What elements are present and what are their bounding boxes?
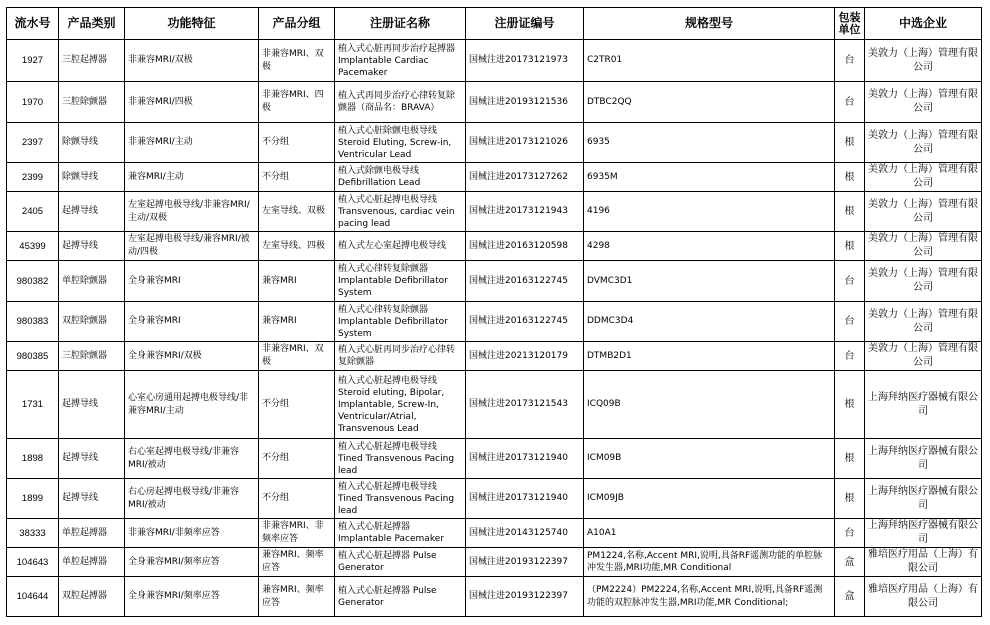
cell-features: 兼容MRI/主动 [125, 163, 259, 192]
cell-model-spec: 6935 [584, 123, 835, 163]
cell-product-category: 除颤导线 [59, 163, 125, 192]
cell-serial-no: 104644 [7, 577, 59, 617]
cell-registration-number: 国械注进20173121940 [466, 439, 584, 479]
cell-package-unit: 台 [835, 342, 865, 371]
cell-model-spec: （PM2224）PM2224,名称,Accent MRI,说明,具备RF遥测功能的双腔脉冲发生器,MRI功能,MR Conditional; [584, 577, 835, 617]
cell-features: 全身兼容MRI [125, 302, 259, 342]
table-row [7, 371, 982, 439]
cell-registration-number: 国械注进20173121940 [466, 479, 584, 519]
table-row [7, 163, 982, 192]
cell-registration-name: 植入式心脏起搏电极导线 Tined Transvenous Pacing lead [335, 439, 466, 479]
cell-selected-company: 上海拜纳医疗器械有限公司 [865, 371, 982, 439]
cell-selected-company: 上海拜纳医疗器械有限公司 [865, 479, 982, 519]
header-product-group: 产品分组 [259, 8, 335, 40]
header-registration-number: 注册证编号 [466, 8, 584, 40]
cell-selected-company: 美敦力（上海）管理有限公司 [865, 40, 982, 82]
header-registration-name: 注册证名称 [335, 8, 466, 40]
cell-model-spec: 6935M [584, 163, 835, 192]
cell-model-spec: ICM09JB [584, 479, 835, 519]
cell-registration-name: 植入式心脏起搏器 Pulse Generator [335, 548, 466, 577]
cell-registration-number: 国械注进20173121026 [466, 123, 584, 163]
cell-serial-no: 980383 [7, 302, 59, 342]
table-row [7, 261, 982, 302]
header-selected-company: 中选企业 [865, 8, 982, 40]
cell-registration-number: 国械注进20173121943 [466, 192, 584, 232]
cell-product-category: 三腔除颤器 [59, 82, 125, 123]
cell-selected-company: 美敦力（上海）管理有限公司 [865, 232, 982, 261]
cell-serial-no: 2397 [7, 123, 59, 163]
cell-product-category: 三腔除颤器 [59, 342, 125, 371]
table-row [7, 232, 982, 261]
cell-product-category: 起搏导线 [59, 232, 125, 261]
table-row [7, 302, 982, 342]
cell-features: 右心房起搏电极导线/非兼容MRI/被动 [125, 479, 259, 519]
cell-product-category: 三腔起搏器 [59, 40, 125, 82]
cell-features: 非兼容MRI/主动 [125, 123, 259, 163]
cell-serial-no: 1970 [7, 82, 59, 123]
cell-features: 左室起搏电极导线/非兼容MRI/主动/双极 [125, 192, 259, 232]
cell-model-spec: PM1224,名称,Accent MRI,说明,具备RF遥测功能的单腔脉冲发生器,MRI功能,MR Conditional [584, 548, 835, 577]
table-row [7, 439, 982, 479]
cell-product-category: 起搏导线 [59, 479, 125, 519]
cell-features: 全身兼容MRI/频率应答 [125, 577, 259, 617]
table-row [7, 548, 982, 577]
cell-registration-name: 植入式心脏起搏电极导线 Tined Transvenous Pacing lead [335, 479, 466, 519]
header-features: 功能特征 [125, 8, 259, 40]
cell-features: 全身兼容MRI/双极 [125, 342, 259, 371]
cell-registration-name: 植入式心脏起搏电极导线 Steroid eluting, Bipolar, Implantable, Screw-In, Ventricular/Atrial, Transvenous Lead [335, 371, 466, 439]
cell-product-group: 非兼容MRI、非频率应答 [259, 519, 335, 548]
cell-package-unit: 台 [835, 40, 865, 82]
table-row [7, 479, 982, 519]
cell-registration-number: 国械注进20173127262 [466, 163, 584, 192]
cell-registration-number: 国械注进20193122397 [466, 548, 584, 577]
cell-registration-number: 国械注进20163122745 [466, 261, 584, 302]
cell-registration-number: 国械注进20173121543 [466, 371, 584, 439]
cell-product-group: 不分组 [259, 123, 335, 163]
table-row [7, 519, 982, 548]
cell-registration-name: 植入式除颤电极导线 Defibrillation Lead [335, 163, 466, 192]
cell-registration-number: 国械注进20213120179 [466, 342, 584, 371]
cell-registration-name: 植入式心脏起搏器 Implantable Pacemaker [335, 519, 466, 548]
cell-selected-company: 美敦力（上海）管理有限公司 [865, 82, 982, 123]
cell-serial-no: 1731 [7, 371, 59, 439]
cell-serial-no: 38333 [7, 519, 59, 548]
cell-product-group: 不分组 [259, 479, 335, 519]
cell-features: 全身兼容MRI/频率应答 [125, 548, 259, 577]
cell-model-spec: 4196 [584, 192, 835, 232]
cell-selected-company: 美敦力（上海）管理有限公司 [865, 123, 982, 163]
cell-serial-no: 45399 [7, 232, 59, 261]
cell-registration-number: 国械注进20163122745 [466, 302, 584, 342]
cell-registration-name: 植入式心脏除颤电极导线 Steroid Eluting, Screw-in, Ventricular Lead [335, 123, 466, 163]
cell-features: 右心室起搏电极导线/非兼容MRI/被动 [125, 439, 259, 479]
header-serial-no: 流水号 [7, 8, 59, 40]
cell-registration-number: 国械注进20163120598 [466, 232, 584, 261]
cell-product-category: 起搏导线 [59, 439, 125, 479]
cell-registration-number: 国械注进20193122397 [466, 577, 584, 617]
cell-registration-name: 植入式心律转复除颤器 Implantable Defibrillator System [335, 261, 466, 302]
cell-package-unit: 根 [835, 192, 865, 232]
header-package-unit: 包装单位 [835, 8, 865, 40]
cell-features: 全身兼容MRI [125, 261, 259, 302]
cell-product-category: 起搏导线 [59, 192, 125, 232]
cell-package-unit: 台 [835, 82, 865, 123]
cell-registration-name: 植入式心脏再同步治疗起搏器Implantable Cardiac Pacemaker [335, 40, 466, 82]
table-row [7, 577, 982, 617]
cell-serial-no: 980382 [7, 261, 59, 302]
cell-registration-name: 植入式再同步治疗心律转复除颤器（商品名：BRAVA） [335, 82, 466, 123]
cell-product-category: 除颤导线 [59, 123, 125, 163]
cell-product-group: 兼容MRI、频率应答 [259, 577, 335, 617]
cell-product-category: 双腔起搏器 [59, 577, 125, 617]
cell-package-unit: 盒 [835, 577, 865, 617]
cell-model-spec: A10A1 [584, 519, 835, 548]
cell-product-group: 左室导线、四极 [259, 232, 335, 261]
header-row [7, 8, 982, 40]
cell-package-unit: 根 [835, 123, 865, 163]
cell-model-spec: C2TR01 [584, 40, 835, 82]
table-row [7, 40, 982, 82]
cell-features: 左室起搏电极导线/兼容MRI/被动/四极 [125, 232, 259, 261]
header-product-category: 产品类别 [59, 8, 125, 40]
cell-registration-number: 国械注进20143125740 [466, 519, 584, 548]
table-row [7, 342, 982, 371]
cell-selected-company: 雅培医疗用品（上海）有限公司 [865, 577, 982, 617]
cell-serial-no: 2399 [7, 163, 59, 192]
cell-model-spec: DTBC2QQ [584, 82, 835, 123]
cell-serial-no: 104643 [7, 548, 59, 577]
cell-product-group: 不分组 [259, 439, 335, 479]
cell-model-spec: ICQ09B [584, 371, 835, 439]
cell-product-category: 双腔除颤器 [59, 302, 125, 342]
header-model-spec: 规格型号 [584, 8, 835, 40]
cell-features: 非兼容MRI/四极 [125, 82, 259, 123]
cell-product-group: 兼容MRI [259, 302, 335, 342]
cell-product-group: 不分组 [259, 371, 335, 439]
cell-package-unit: 根 [835, 439, 865, 479]
cell-registration-name: 植入式心脏再同步治疗心律转复除颤器 [335, 342, 466, 371]
cell-serial-no: 1899 [7, 479, 59, 519]
cell-product-group: 兼容MRI、频率应答 [259, 548, 335, 577]
cell-product-group: 左室导线、双极 [259, 192, 335, 232]
cell-registration-name: 植入式心脏起搏电极导线 Transvenous, cardiac vein pacing lead [335, 192, 466, 232]
cell-selected-company: 美敦力（上海）管理有限公司 [865, 261, 982, 302]
cell-product-category: 单腔起搏器 [59, 548, 125, 577]
cell-serial-no: 2405 [7, 192, 59, 232]
table-row [7, 192, 982, 232]
cell-selected-company: 上海拜纳医疗器械有限公司 [865, 439, 982, 479]
procurement-table [6, 7, 982, 617]
cell-registration-number: 国械注进20173121973 [466, 40, 584, 82]
cell-product-category: 单腔起搏器 [59, 519, 125, 548]
cell-package-unit: 台 [835, 261, 865, 302]
cell-product-group: 非兼容MRI、四极 [259, 82, 335, 123]
cell-product-group: 不分组 [259, 163, 335, 192]
cell-package-unit: 根 [835, 232, 865, 261]
cell-features: 非兼容MRI/非频率应答 [125, 519, 259, 548]
cell-selected-company: 上海拜纳医疗器械有限公司 [865, 519, 982, 548]
cell-selected-company: 雅培医疗用品（上海）有限公司 [865, 548, 982, 577]
cell-selected-company: 美敦力（上海）管理有限公司 [865, 163, 982, 192]
table-row [7, 123, 982, 163]
cell-model-spec: DDMC3D4 [584, 302, 835, 342]
cell-package-unit: 根 [835, 479, 865, 519]
cell-features: 非兼容MRI/双极 [125, 40, 259, 82]
cell-model-spec: ICM09B [584, 439, 835, 479]
cell-package-unit: 台 [835, 519, 865, 548]
cell-product-category: 单腔除颤器 [59, 261, 125, 302]
cell-package-unit: 根 [835, 371, 865, 439]
cell-selected-company: 美敦力（上海）管理有限公司 [865, 192, 982, 232]
cell-model-spec: 4298 [584, 232, 835, 261]
cell-registration-number: 国械注进20193121536 [466, 82, 584, 123]
cell-serial-no: 980385 [7, 342, 59, 371]
cell-product-group: 兼容MRI [259, 261, 335, 302]
cell-product-group: 非兼容MRI、双极 [259, 342, 335, 371]
cell-package-unit: 盒 [835, 548, 865, 577]
cell-selected-company: 美敦力（上海）管理有限公司 [865, 342, 982, 371]
cell-serial-no: 1898 [7, 439, 59, 479]
cell-registration-name: 植入式心律转复除颤器 Implantable Defibrillator System [335, 302, 466, 342]
table-row [7, 82, 982, 123]
cell-package-unit: 根 [835, 163, 865, 192]
cell-product-category: 起搏导线 [59, 371, 125, 439]
cell-product-group: 非兼容MRI、双极 [259, 40, 335, 82]
cell-model-spec: DTMB2D1 [584, 342, 835, 371]
cell-features: 心室心房通用起搏电极导线/非兼容MRI/主动 [125, 371, 259, 439]
cell-registration-name: 植入式左心室起搏电极导线 [335, 232, 466, 261]
cell-serial-no: 1927 [7, 40, 59, 82]
cell-registration-name: 植入式心脏起搏器 Pulse Generator [335, 577, 466, 617]
cell-package-unit: 台 [835, 302, 865, 342]
cell-model-spec: DVMC3D1 [584, 261, 835, 302]
cell-selected-company: 美敦力（上海）管理有限公司 [865, 302, 982, 342]
